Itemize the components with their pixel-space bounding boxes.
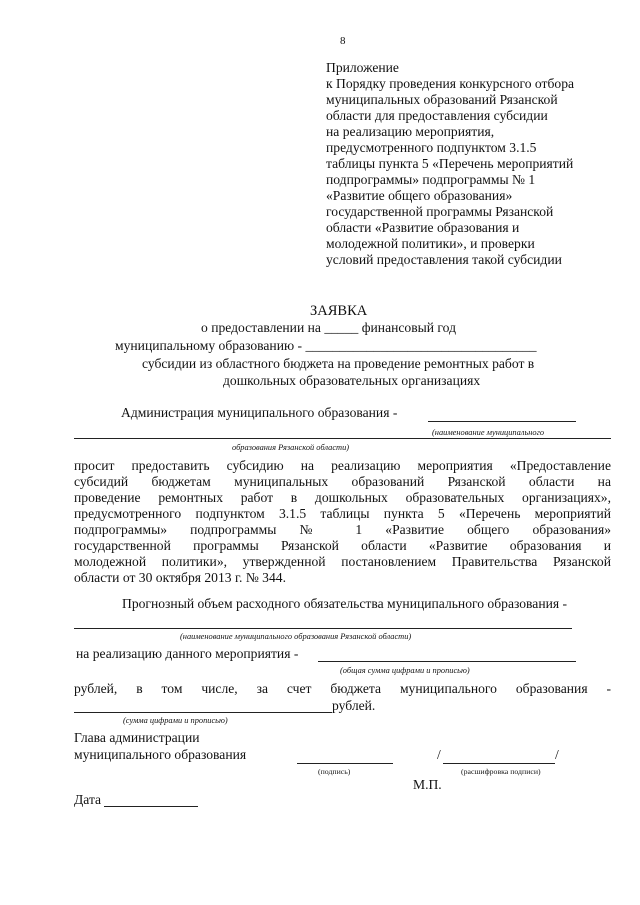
- paragraph-line: предусмотренного подпунктом 3.1.5 таблицы пункта 5 «Перечень мероприятий: [74, 506, 611, 521]
- admin-caption-2: образования Рязанской области): [232, 443, 350, 452]
- implementation-blank[interactable]: [318, 661, 576, 662]
- document-title: ЗАЯВКА: [310, 303, 368, 319]
- paragraph-line: проведение ремонтных работ в дошкольных образовательных организациях»,: [74, 490, 611, 505]
- decode-caption: (расшифровка подписи): [461, 767, 541, 776]
- rubles-paragraph: [74, 681, 611, 697]
- appendix-line: условий предоставления такой субсидии: [326, 252, 562, 267]
- appendix-line: муниципальных образований Рязанской: [326, 92, 558, 107]
- appendix-line: к Порядку проведения конкурсного отбора: [326, 76, 575, 91]
- appendix-line: области для предоставления субсидии: [326, 108, 548, 123]
- rubles-tail: рублей.: [332, 698, 376, 713]
- subtitle-subsidy-line: субсидии из областного бюджета на проведение ремонтных работ в: [142, 356, 535, 371]
- subtitle-municipality-line: муниципальному образованию - __________________________________: [115, 338, 537, 353]
- admin-caption-1: (наименование муниципального: [432, 428, 545, 437]
- forecast-line: Прогнозный объем расходного обязательства муниципального образования -: [122, 596, 568, 611]
- implementation-caption: (общая сумма цифрами и прописью): [340, 666, 470, 675]
- page-number: 8: [340, 35, 346, 47]
- appendix-line: предусмотренного подпунктом 3.1.5: [326, 140, 537, 155]
- date-blank[interactable]: [104, 806, 198, 807]
- decode-slash-right: /: [555, 747, 559, 762]
- signature-caption: (подпись): [318, 767, 351, 776]
- paragraph-line: подпрограммы» подпрограммы № 1 «Развитие общего образования»: [74, 522, 611, 537]
- decode-slash-left: /: [437, 747, 441, 762]
- forecast-caption: (наименование муниципального образования Рязанской области): [180, 632, 412, 641]
- head-title-line-1: Глава администрации: [74, 730, 200, 745]
- appendix-line: «Развитие общего образования»: [326, 188, 513, 203]
- rubles-line: рублей, в том числе, за счет бюджета муниципального образования -: [74, 681, 611, 696]
- paragraph-line: субсидий бюджетам муниципальных образований Рязанской области на: [74, 474, 611, 489]
- forecast-blank[interactable]: [74, 628, 572, 629]
- appendix-line: молодежной политики», и проверки: [326, 236, 535, 251]
- implementation-label: на реализацию данного мероприятия -: [76, 646, 299, 661]
- decode-blank[interactable]: [443, 763, 555, 764]
- head-title-line-2: муниципального образования: [74, 747, 247, 762]
- date-label: Дата: [74, 792, 102, 807]
- paragraph-line: государственной программы Рязанской области «Развитие образования и: [74, 538, 611, 553]
- appendix-line: на реализацию мероприятия,: [326, 124, 495, 139]
- admin-label: Администрация муниципального образования -: [121, 405, 398, 420]
- appendix-line: подпрограммы» подпрограммы № 1: [326, 172, 536, 187]
- stamp-label: М.П.: [413, 777, 442, 792]
- signature-blank[interactable]: [297, 763, 393, 764]
- appendix-line: области «Развитие образования и: [326, 220, 520, 235]
- paragraph-line: просит предоставить субсидию на реализацию мероприятия «Предоставление: [74, 458, 611, 473]
- appendix-line: таблицы пункта 5 «Перечень мероприятий: [326, 156, 574, 171]
- admin-name-blank[interactable]: [428, 421, 576, 422]
- subtitle-year-line: о предоставлении на _____ финансовый год: [201, 320, 456, 335]
- request-paragraph: [74, 458, 611, 586]
- rubles-caption: (сумма цифрами и прописью): [123, 716, 228, 725]
- appendix-block: [326, 60, 574, 268]
- appendix-line: Приложение: [326, 60, 399, 75]
- admin-name-blank-full[interactable]: [74, 438, 611, 439]
- rubles-blank[interactable]: [74, 712, 332, 713]
- paragraph-line: молодежной политики», утвержденной постановлением Правительства Рязанской: [74, 554, 611, 569]
- paragraph-line: области от 30 октября 2013 г. № 344.: [74, 570, 286, 585]
- appendix-line: государственной программы Рязанской: [326, 204, 554, 219]
- subtitle-organizations-line: дошкольных образовательных организациях: [223, 373, 481, 388]
